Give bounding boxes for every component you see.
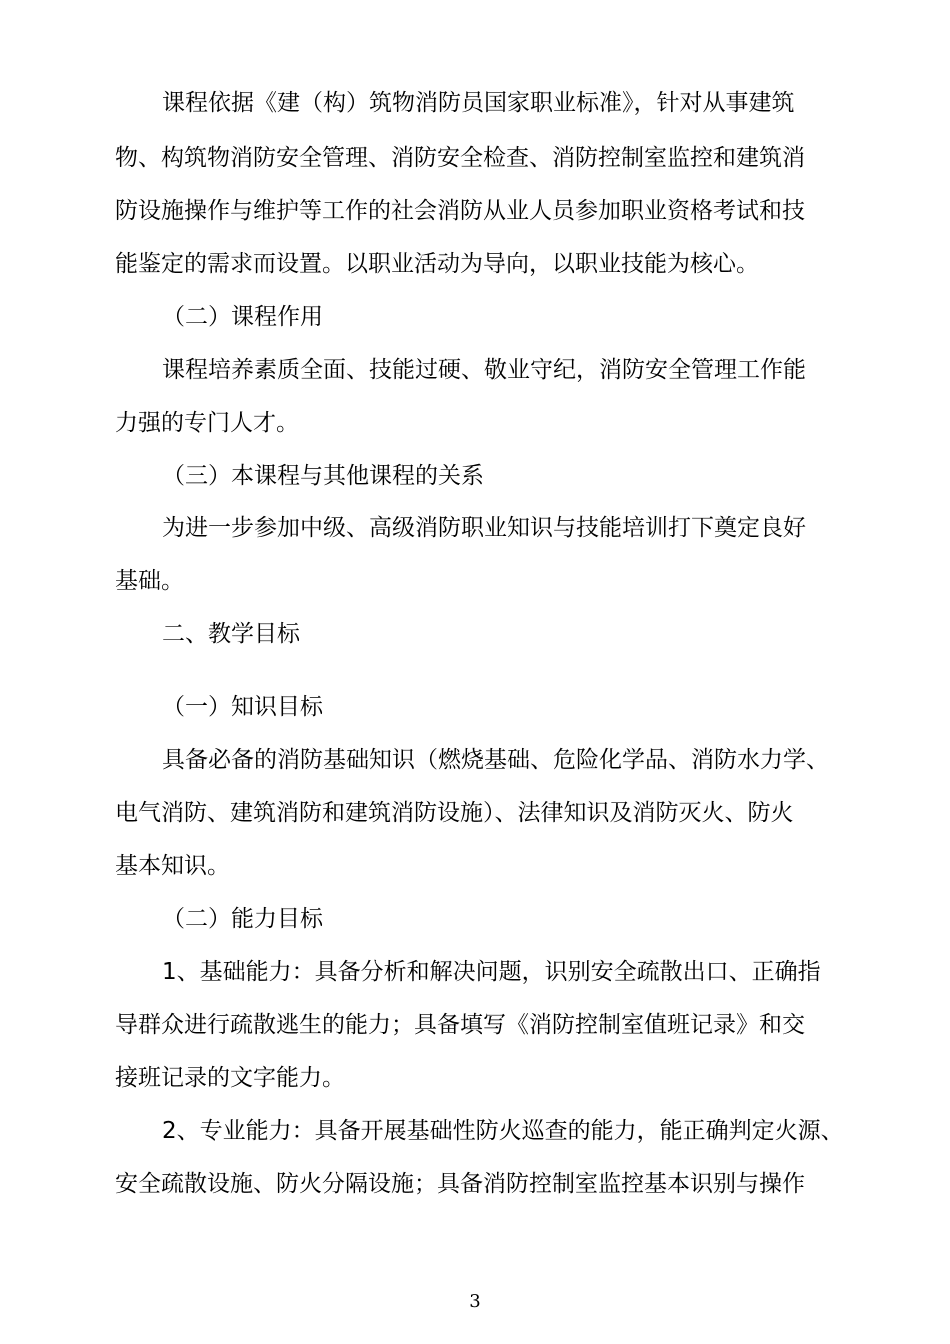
section-heading: （三）本课程与其他课程的关系 [162, 463, 484, 489]
body-text-line: 安全疏散设施、防火分隔设施；具备消防控制室监控基本识别与操作 [115, 1171, 805, 1197]
body-text-line: 防设施操作与维护等工作的社会消防从业人员参加职业资格考试和技 [115, 198, 805, 224]
body-text-line: 1、基础能力：具备分析和解决问题，识别安全疏散出口、正确指 [162, 959, 821, 985]
section-heading: （二）课程作用 [162, 304, 323, 330]
body-text-line: 能鉴定的需求而设置。以职业活动为导向，以职业技能为核心。 [115, 251, 759, 277]
body-text-line: 电气消防、建筑消防和建筑消防设施）、法律知识及消防灭火、防火 [115, 800, 794, 826]
body-text-line: 物、构筑物消防安全管理、消防安全检查、消防控制室监控和建筑消 [115, 145, 805, 171]
body-text-line: 基本知识。 [115, 853, 230, 879]
body-text-line: 课程依据《建（构）筑物消防员国家职业标准》，针对从事建筑 [162, 90, 795, 116]
body-text-line: 为进一步参加中级、高级消防职业知识与技能培训打下奠定良好 [162, 515, 806, 541]
chapter-heading: 二、教学目标 [162, 621, 300, 647]
body-text-line: 接班记录的文字能力。 [115, 1065, 345, 1091]
section-heading: （二）能力目标 [162, 906, 323, 932]
section-heading: （一）知识目标 [162, 694, 323, 720]
body-text-line: 具备必备的消防基础知识（燃烧基础、危险化学品、消防水力学、 [162, 747, 829, 773]
body-text-line: 课程培养素质全面、技能过硬、敬业守纪，消防安全管理工作能 [162, 357, 806, 383]
page-number: 3 [469, 1291, 481, 1312]
body-text-line: 2、专业能力：具备开展基础性防火巡查的能力，能正确判定火源、 [162, 1118, 844, 1144]
body-text-line: 导群众进行疏散逃生的能力；具备填写《消防控制室值班记录》和交 [115, 1012, 805, 1038]
body-text-line: 基础。 [115, 568, 184, 594]
body-text-line: 力强的专门人才。 [115, 410, 299, 436]
